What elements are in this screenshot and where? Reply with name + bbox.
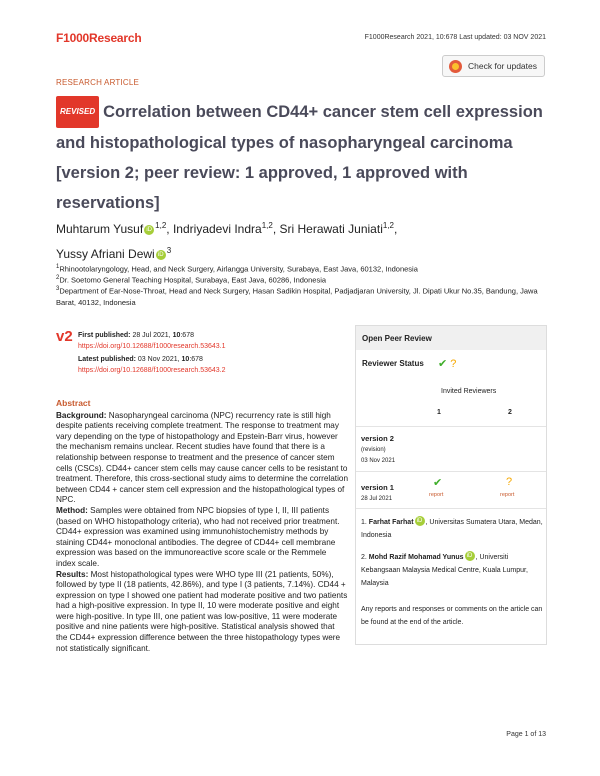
author-2[interactable]: Indriyadevi Indra [172, 222, 262, 236]
version-2-label: version 2 [361, 434, 394, 443]
abstract-method: Method: Samples were obtained from NPC biopsies of type I, II, III patients (based on WHO histopathology criteria), who had not received prior treatment. CD44+ expression was examined using immunohistochemistry methods by staining CD44+ monoclonal antibodies. The degree of CD44+ cell membrane expression was based on the immunoreactive score scale or the Remmele index scale. [56, 505, 340, 568]
first-doi-link[interactable]: https://doi.org/10.12688/f1000research.53643.1 [78, 343, 226, 350]
approved-icon: ✔ [438, 358, 448, 370]
author-1[interactable]: Muhtarum Yusuf [56, 222, 144, 236]
affiliation-1: $^1$Rhinootolaryngology, Head, and Neck Surgery, Airlangga University, Surabaya, East Java, 60132, Indonesia [56, 264, 418, 274]
reviewer-col-1: 1 [437, 409, 441, 416]
version-1-label: version 1 [361, 483, 394, 492]
author-4[interactable]: Yussy Afriani Dewi [56, 247, 155, 261]
reviewer-1: 1. Farhat Farhat iD , Universitas Sumatera Utara, Medan, Indonesia [361, 518, 543, 539]
latest-doi-link[interactable]: https://doi.org/10.12688/f1000research.53643.2 [78, 367, 226, 374]
reviewer-1-name[interactable]: Farhat Farhat [368, 519, 414, 526]
author-4-aff: 3 [166, 246, 172, 255]
section-label: RESEARCH ARTICLE [56, 78, 140, 87]
page-number: Page 1 of 13 [506, 731, 546, 738]
version-2-date: 03 Nov 2021 [361, 458, 396, 464]
divider [356, 471, 546, 472]
reviewer-2-name[interactable]: Mohd Razif Mohamad Yunus [368, 554, 464, 561]
version-marker: v2 [56, 328, 73, 345]
reservations-icon: ? [450, 358, 457, 370]
abstract [56, 398, 348, 654]
author-3[interactable]: Sri Herawati Juniati [279, 222, 383, 236]
peer-review-note: Any reports and responses or comments on the article can be found at the end of the article. [361, 606, 543, 626]
revised-badge: REVISED [56, 96, 99, 128]
author-2-aff: 1,2 [261, 221, 273, 230]
peer-review-panel [355, 325, 547, 645]
affiliation-3: $^3$Department of Ear-Nose-Throat, Head and Neck Surgery, Hasan Sadikin Hospital, Padjadjaran University, Jl. Dipati Ukur No.35, Bandung, Jawa Barat, 40132, Indonesia [56, 286, 538, 307]
divider [356, 508, 546, 509]
crossmark-icon [449, 60, 462, 73]
journal-logo: F1000Research [56, 31, 142, 45]
author-3-aff: 1,2 [382, 221, 394, 230]
peer-review-header: Open Peer Review [356, 326, 546, 350]
affiliation-2: $^2$Dr. Soetomo General Teaching Hospital, Surabaya, East Java, 60286, Indonesia [56, 275, 327, 285]
first-published: First published: 28 Jul 2021, 10:678 https://doi.org/10.12688/f1000research.53643.1 [78, 332, 226, 350]
latest-published: Latest published: 03 Nov 2021, 10:678 https://doi.org/10.12688/f1000research.53643.2 [78, 356, 226, 374]
version-2-sub: (revision) [361, 447, 386, 453]
abstract-background: Background: Nasopharyngeal carcinoma (NPC) recurrency rate is still high despite patients receiving complete treatment. The response to treatment may vary depending on the type of histopathology and Epstein-Barr virus, however the mechanism remains unclear. Recent studies have found that there is a relationship between response to treatment and the presence of cancer stem cells (CSCs). CD44+ cancer stem cells may cause cancer cells to be resistant to treatment. Therefore, this cross-sectional study aims to determine the correlation between CD44 + cancer stem cell expression and the histopathological types of NPC. [56, 410, 348, 505]
v1-r2-reservations-icon: ? [506, 476, 513, 488]
version-1-date: 28 Jul 2021 [361, 496, 393, 502]
reviewer-status-label: Reviewer Status [362, 359, 424, 368]
article-title [56, 96, 556, 218]
reviewer-2: 2. Mohd Razif Mohamad Yunus iD , Universiti Kebangsaan Malaysia Medical Centre, Kuala Lumpur, Malaysia [361, 553, 528, 587]
v1-r1-report-link[interactable]: report [429, 492, 444, 498]
v1-r2-report-link[interactable]: report [500, 492, 515, 498]
reviewer-status-icons [438, 357, 456, 370]
author-1-aff: 1,2 [155, 221, 167, 230]
reviewer-col-2: 2 [508, 409, 512, 416]
orcid-icon[interactable]: iD [465, 551, 475, 561]
header-meta: F1000Research 2021, 10:678 Last updated: 03 NOV 2021 [364, 34, 546, 41]
orcid-icon[interactable]: iD [144, 225, 154, 235]
title-text: Correlation between CD44+ cancer stem cell expression and histopathological types of nasopharyngeal carcinoma [version 2; peer review: 1 approved, 1 approved with reservations] [56, 103, 543, 212]
abstract-heading: Abstract [56, 398, 91, 408]
divider [356, 426, 546, 427]
v1-r1-approved-icon: ✔ [433, 477, 443, 489]
invited-reviewers-label: Invited Reviewers [441, 388, 497, 395]
orcid-icon[interactable]: iD [415, 516, 425, 526]
abstract-results: Results: Most histopathological types were WHO type III (21 patients, 50%), followed by type II (18 patients, 42.86%), and type I (3 patients, 7.14%). CD44 + expression on type I showed one patient had moderate positive and two patients had a high-positive expression. In type II, 10 were moderate positive and eight were high-positive. In type III, one patient was low-positive, 11 were moderate positive and nine patients were high-positive. Statistical analysis showed that the CD44+ expression difference between the three histopathology types were not statistically significant. [56, 569, 348, 653]
check-updates-label: Check for updates [468, 61, 537, 71]
orcid-icon[interactable]: iD [156, 250, 166, 260]
author-list: Muhtarum Yusuf iD $^{1,2}$, Indriyadevi Indra$^{1,2}$, Sri Herawati Juniati$^{1,2}$, Yussy Afriani Dewi iD $^3$ [56, 221, 398, 261]
check-updates-button[interactable] [442, 55, 545, 77]
